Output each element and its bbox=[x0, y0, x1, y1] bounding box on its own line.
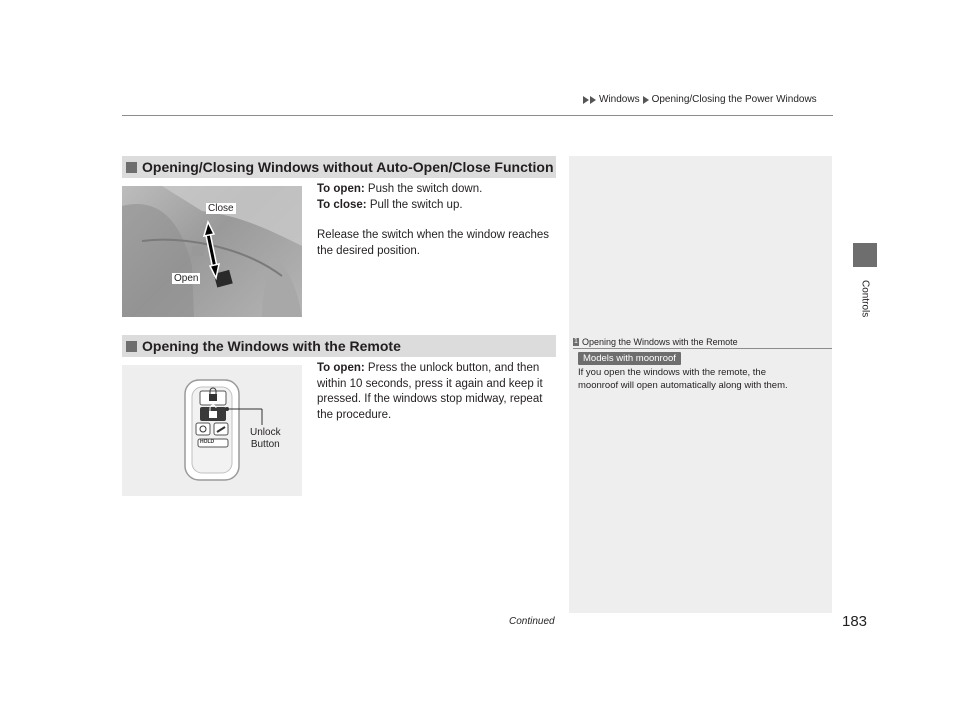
up-down-arrow-icon bbox=[204, 222, 219, 278]
remote-fob-illustration bbox=[122, 365, 302, 496]
section-heading-remote: Opening the Windows with the Remote bbox=[122, 335, 556, 357]
breadcrumb-item-windows[interactable]: Windows bbox=[599, 94, 640, 105]
continued-label: Continued bbox=[509, 616, 555, 627]
breadcrumb-arrow-icon bbox=[643, 96, 649, 104]
callout-open: Open bbox=[174, 273, 199, 284]
section-tab-marker bbox=[853, 243, 877, 267]
fob-hold-label: HOLD bbox=[200, 439, 215, 445]
sidebar-note-body: If you open the windows with the remote, the moonroof will open automatically along with them. bbox=[578, 367, 788, 391]
callout-unlock-button: Unlock Button bbox=[250, 427, 281, 450]
breadcrumb-arrow-icon bbox=[590, 96, 596, 104]
callout-close: Close bbox=[208, 203, 234, 214]
page-number: 183 bbox=[842, 613, 868, 630]
section2-body: To open: Press the unlock button, and then within 10 seconds, press it again and keep it pressed. If the windows stop midway, repeat the procedure. bbox=[317, 362, 543, 421]
section1-body: To open: Push the switch down. To close: Pull the switch up. Release the switch when the window reaches the desired position. bbox=[317, 183, 550, 257]
section-tab-label[interactable]: Controls bbox=[859, 280, 871, 318]
reference-number: 1 bbox=[574, 338, 578, 345]
heading-square-icon bbox=[126, 162, 137, 173]
breadcrumb-item-power-windows[interactable]: Opening/Closing the Power Windows bbox=[651, 94, 817, 105]
sidebar-note-rule bbox=[573, 348, 832, 349]
section-heading-window-switch: Opening/Closing Windows without Auto-Open/Close Function bbox=[122, 156, 556, 178]
breadcrumb bbox=[583, 94, 817, 105]
heading-square-icon bbox=[126, 341, 137, 352]
header-rule bbox=[122, 115, 833, 116]
breadcrumb-arrow-icon bbox=[583, 96, 589, 104]
sidebar-note-title[interactable]: 1 Opening the Windows with the Remote bbox=[574, 337, 738, 347]
model-badge: Models with moonroof bbox=[578, 352, 681, 365]
window-switch-illustration bbox=[122, 186, 302, 317]
